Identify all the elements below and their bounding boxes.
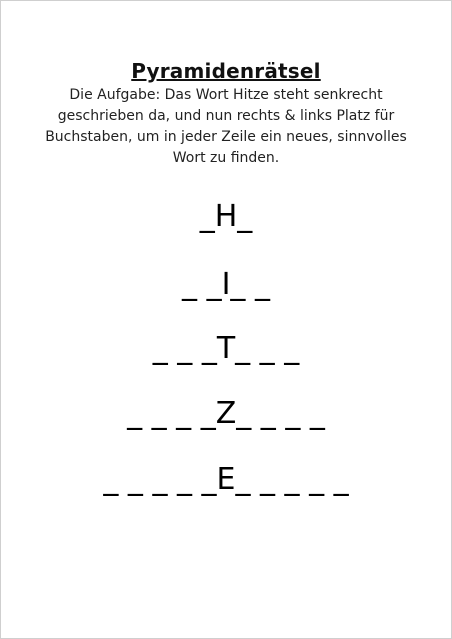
pyramid-row-5: _ _ _ _ _E_ _ _ _ _ — [103, 462, 349, 497]
pyramid-row-3: _ _ _T_ _ _ — [152, 331, 300, 366]
instructions-text: Die Aufgabe: Das Wort Hitze steht senkrecht geschrieben da, und nun rechts & links Platz für Buchstaben, um in jeder Zeile ein neues, sinnvolles Wort zu finden. — [45, 87, 407, 166]
pyramid-row-1: _H_ — [199, 199, 253, 234]
pyramid-row-2: _ _I_ _ — [182, 267, 270, 302]
pyramid-row-4: _ _ _ _Z_ _ _ _ — [127, 396, 325, 431]
worksheet-title: Pyramidenrätsel — [131, 59, 321, 83]
